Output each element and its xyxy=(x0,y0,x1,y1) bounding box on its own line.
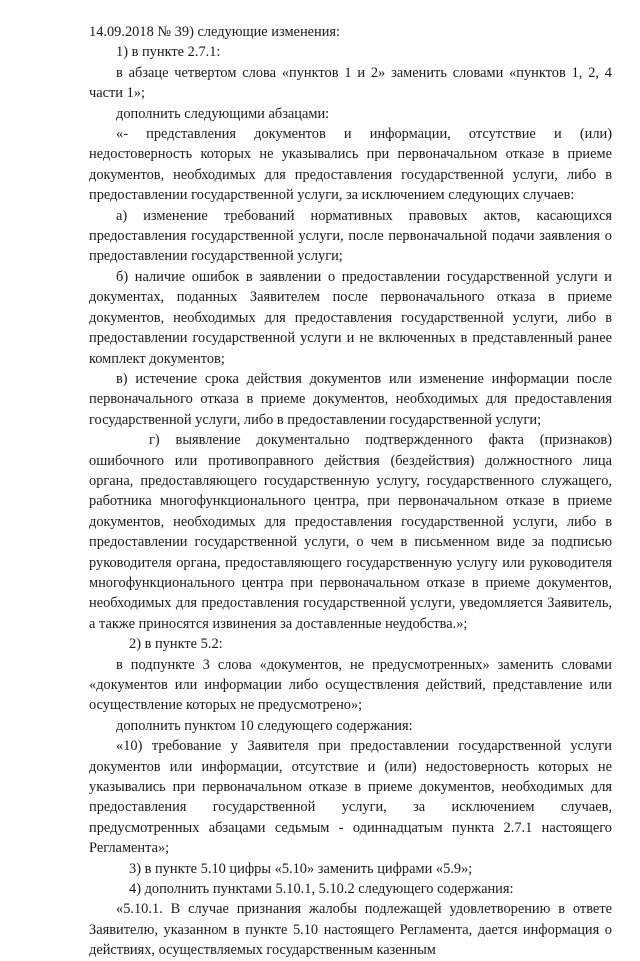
paragraph-subitem-b: б) наличие ошибок в заявлении о предоставлении государственной услуги и документах, поданных Заявителем после первоначального отказа в приеме документов, необходимых для предоставления государственной услуги, либо в предоставлении государственной услуги и не включенных в представленный ранее комплект документов; xyxy=(89,268,612,367)
paragraph-intro: 14.09.2018 № 39) следующие изменения: xyxy=(89,24,341,40)
document-body xyxy=(89,22,612,961)
paragraph-item-2: 2) в пункте 5.2: xyxy=(129,636,223,653)
paragraph-subitem-v: в) истечение срока действия документов или изменение информации после первоначального отказа в приеме документов, необходимых для предоставления государственной услуги, либо в предоставлении государственной услуги; xyxy=(89,370,612,428)
paragraph-5-10-1: «5.10.1. В случае признания жалобы подлежащей удовлетворению в ответе Заявителю, указанном в пункте 5.10 настоящего Регламента, дается информация о действиях, осуществляемых государственным казенным xyxy=(89,901,612,959)
paragraph-dopolnit-10: дополнить пунктом 10 следующего содержания: xyxy=(116,717,413,734)
paragraph-subitem-g: г) выявление документально подтвержденного факта (признаков) ошибочного или противоправного действия (бездействия) должностного лица органа, предоставляющего государственную услугу, государственного служащего, работника многофункционального центра, при первоначальном отказе в приеме документов, необходимых для предоставления государственной услуги, либо в предоставлении государственной услуги, о чем в письменном виде за подписью руководителя органа, предоставляющего государственную услугу или руководителя многофункционального центра при первоначальном отказе в приеме документов, необходимых для предоставления государственной услуги, уведомляется Заявитель, а также приносятся извинения за доставленные неудобства.»; xyxy=(89,432,612,632)
paragraph-trebovanie: «10) требование у Заявителя при предоставлении государственной услуги документов или информации, отсутствие и (или) недостоверность которых не указывались при первоначальном отказе в приеме документов, необходимых для предоставления государственной услуги, за исключением случаев, предусмотренных абзацами седьмым - одиннадцатым пункта 2.7.1 настоящего Регламента»; xyxy=(89,738,612,857)
paragraph-abzac-4: в абзаце четвертом слова «пунктов 1 и 2» заменить словами «пунктов 1, 2, 4 части 1»; xyxy=(89,64,612,102)
paragraph-dopolnit: дополнить следующими абзацами: xyxy=(116,105,330,122)
paragraph-item-4: 4) дополнить пунктами 5.10.1, 5.10.2 следующего содержания: xyxy=(129,881,514,898)
paragraph-podpunkt-3: в подпункте 3 слова «документов, не предусмотренных» заменить словами «документов или информации либо осуществления действий, представление или осуществление которых не предусмотрено»; xyxy=(89,656,612,714)
paragraph-subitem-a: а) изменение требований нормативных правовых актов, касающихся предоставления государственной услуги, после первоначальной подачи заявления о предоставлении государственной услуги; xyxy=(89,207,612,265)
paragraph-item-1: 1) в пункте 2.7.1: xyxy=(116,44,221,61)
paragraph-predstavleniya: «- представления документов и информации, отсутствие и (или) недостоверность которых не указывались при первоначальном отказе в приеме документов, необходимых для предоставления государственной услуги, либо в предоставлении государственной услуги, за исключением следующих случаев: xyxy=(89,126,612,204)
paragraph-item-3: 3) в пункте 5.10 цифры «5.10» заменить цифрами «5.9»; xyxy=(129,860,473,877)
